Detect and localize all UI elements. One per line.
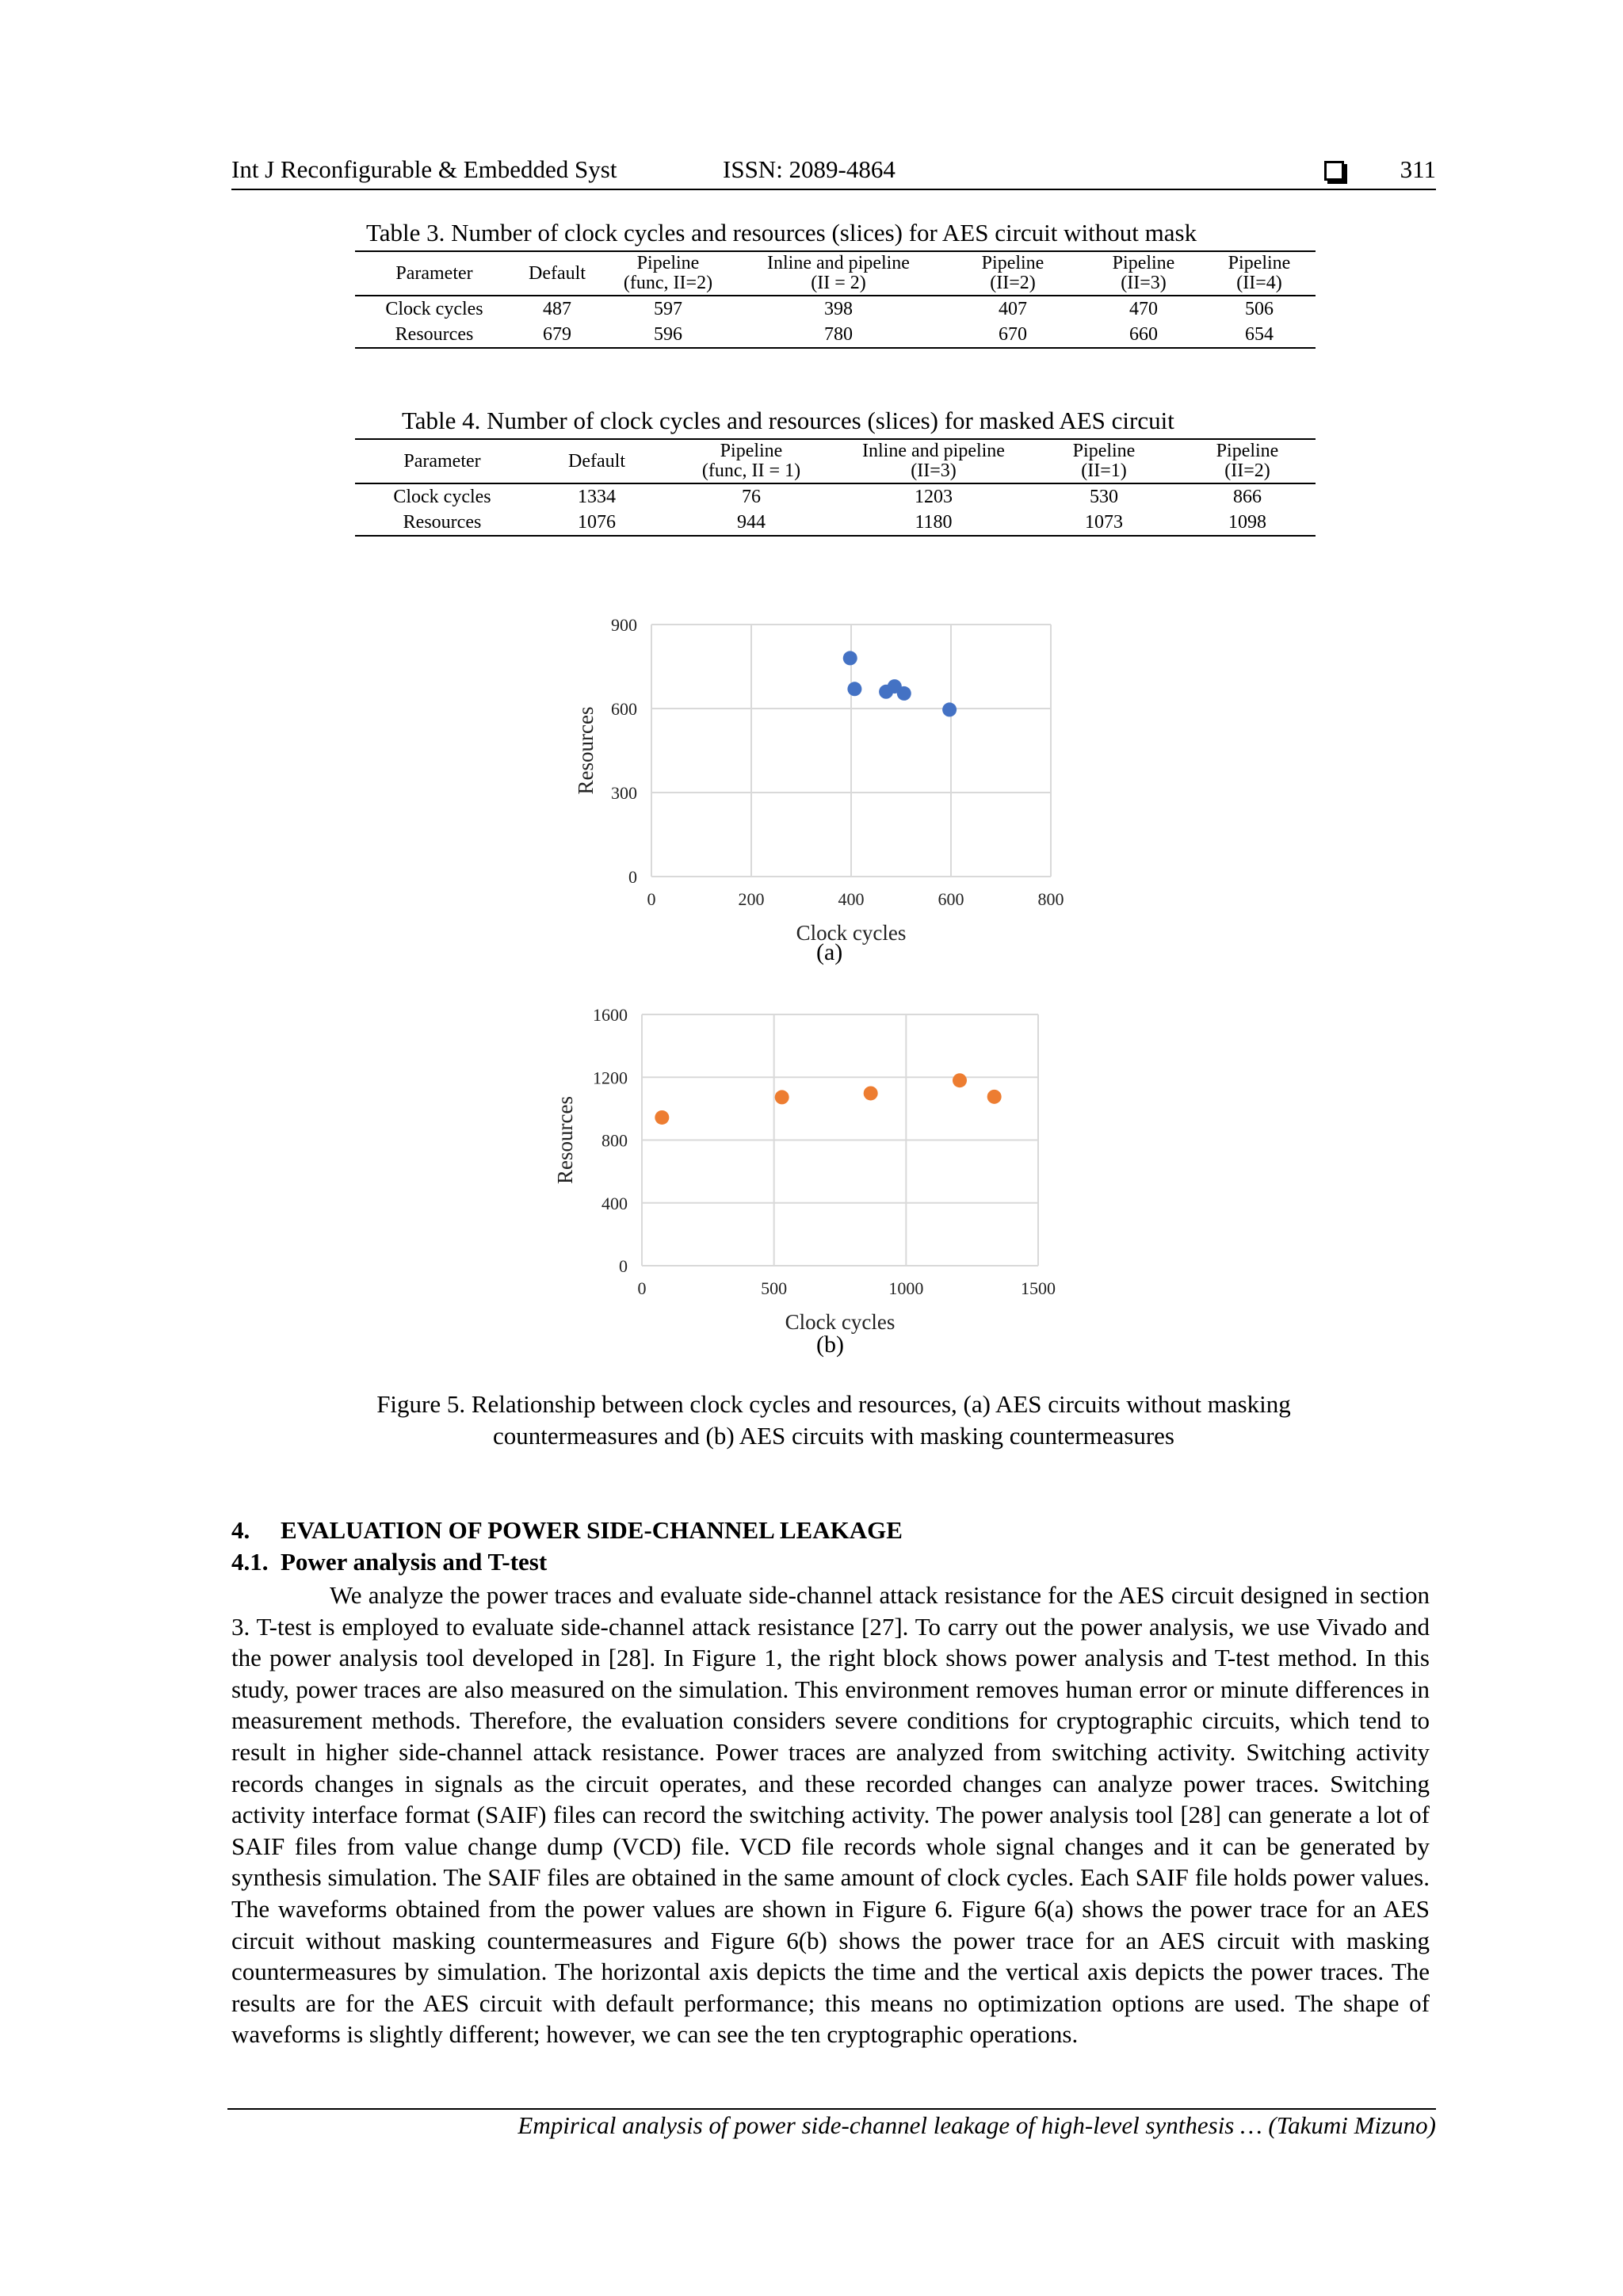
table-row (355, 483, 1316, 510)
table-cell: 76 (742, 486, 761, 507)
table4-header-row (355, 439, 1316, 483)
data-point (775, 1090, 789, 1104)
table3 (355, 250, 1316, 349)
running-footer: Empirical analysis of power side-channel leakage of high-level synthesis … (Takumi Mizuno) (517, 2111, 1436, 2139)
table-cell: 487 (543, 298, 571, 319)
table4-header: Pipeline (func, II = 1) (701, 441, 801, 482)
table3-header: Inline and pipeline (II = 2) (767, 253, 910, 294)
table-row (355, 322, 1316, 348)
y-tick-label: 1200 (593, 1068, 628, 1088)
panel-label-b: (b) (816, 1331, 844, 1358)
header-rule (231, 189, 1436, 190)
table-cell: 1334 (578, 486, 616, 507)
table-cell: 597 (654, 298, 682, 319)
table-cell: 654 (1245, 323, 1274, 345)
table-cell: Resources (395, 323, 474, 345)
data-point (847, 682, 861, 696)
table-cell: 944 (737, 511, 766, 533)
table3-header: Pipeline (func, II=2) (623, 253, 713, 294)
x-tick-label: 0 (647, 889, 656, 909)
journal-name: Int J Reconfigurable & Embedded Syst (231, 155, 617, 183)
table3-header-row (355, 251, 1316, 296)
table4-header: Inline and pipeline (II=3) (862, 441, 1005, 482)
table-cell: 1076 (578, 511, 616, 533)
table-cell: 407 (999, 298, 1027, 319)
y-tick-label: 900 (611, 615, 637, 635)
x-tick-label: 400 (838, 889, 865, 909)
x-tick-label: 1500 (1021, 1278, 1056, 1298)
y-tick-label: 1600 (593, 1005, 628, 1025)
data-point (879, 685, 893, 699)
table-cell: 470 (1129, 298, 1158, 319)
table-cell: Clock cycles (393, 486, 491, 507)
table-cell: 679 (543, 323, 571, 345)
table4-header: Parameter (403, 450, 481, 472)
x-tick-label: 1000 (888, 1278, 924, 1298)
figure-caption-line: countermeasures and (b) AES circuits with masking countermeasures (492, 1422, 1174, 1450)
table3-caption: Table 3. Number of clock cycles and resources (slices) for AES circuit without mask (366, 219, 1197, 246)
y-tick-label: 600 (611, 699, 637, 719)
issn: ISSN: 2089-4864 (723, 155, 896, 183)
table3-header: Pipeline (II=2) (981, 253, 1044, 294)
table-cell: 506 (1245, 298, 1274, 319)
section-heading: 4. EVALUATION OF POWER SIDE-CHANNEL LEAKAGE (231, 1516, 903, 1544)
table-cell: 866 (1233, 486, 1262, 507)
x-axis-label: Clock cycles (785, 1310, 896, 1334)
data-point (843, 651, 857, 665)
y-tick-label: 0 (628, 867, 637, 887)
y-tick-label: 0 (619, 1256, 628, 1276)
table-cell: 398 (824, 298, 853, 319)
data-point (942, 702, 957, 716)
table3-header: Pipeline (II=4) (1228, 253, 1291, 294)
x-axis-label: Clock cycles (796, 921, 907, 945)
y-tick-label: 400 (601, 1193, 628, 1213)
data-point (897, 686, 911, 701)
table4-header: Pipeline (II=1) (1072, 441, 1136, 482)
data-point (655, 1110, 669, 1125)
page-number: 311 (1400, 155, 1436, 183)
table3-header: Default (529, 262, 586, 284)
x-tick-label: 200 (738, 889, 765, 909)
table-cell: 780 (824, 323, 853, 345)
table-cell: 1180 (915, 511, 953, 533)
table3-header: Parameter (395, 262, 473, 284)
table-cell: 1073 (1085, 511, 1123, 533)
y-axis-label: Resources (553, 1096, 577, 1184)
table4-caption: Table 4. Number of clock cycles and resources (slices) for masked AES circuit (402, 407, 1174, 434)
checkbox-square-icon (1324, 161, 1344, 181)
table3-header: Pipeline (II=3) (1112, 253, 1175, 294)
y-tick-label: 300 (611, 783, 637, 803)
table4-header: Default (568, 450, 625, 472)
data-point (953, 1073, 967, 1087)
table-row (355, 296, 1316, 322)
table-row (355, 510, 1316, 536)
table4-header: Pipeline (II=2) (1216, 441, 1279, 482)
y-axis-label: Resources (574, 706, 598, 795)
figure-caption-line: Figure 5. Relationship between clock cycles and resources, (a) AES circuits without masking (376, 1390, 1291, 1418)
table-cell: Resources (403, 511, 482, 533)
scatter-chart-b (547, 987, 1086, 1335)
table-cell: 530 (1090, 486, 1118, 507)
x-tick-label: 600 (938, 889, 964, 909)
table4 (355, 438, 1316, 537)
data-point (987, 1090, 1002, 1104)
footer-rule (227, 2108, 1436, 2110)
subsection-heading: 4.1. Power analysis and T-test (231, 1548, 548, 1576)
table-cell: 596 (654, 323, 682, 345)
x-tick-label: 500 (761, 1278, 788, 1298)
table-cell: Clock cycles (385, 298, 483, 319)
scatter-chart-a (555, 594, 1094, 943)
running-header (231, 155, 1436, 190)
table-cell: 660 (1129, 323, 1158, 345)
table-cell: 670 (999, 323, 1027, 345)
body-paragraph: We analyze the power traces and evaluate side-channel attack resistance for the AES circuit designed in section 3. T-test is employed to evaluate side-channel attack resistance [27]. To carry out the power analysis, we use Vivado and the power analysis tool developed in [28]. In Figure 1, the right block shows power analysis and T-test method. In this study, power traces are also measured on the simulation. This environment removes human error or minute differences in measurement methods. Therefore, the evaluation considers severe conditions for cryptographic circuits, which tend to result in higher side-channel attack resistance. Power traces are analyzed from switching activity. Switching activity records changes in signals as the circuit operates, and these recorded changes can analyze power traces. Switching activity interface format (SAIF) files can record the switching activity. The power analysis tool [28] can generate a lot of SAIF files from value change dump (VCD) file. VCD file records whole signal changes and it can be generated by synthesis simulation. The SAIF files are obtained in the same amount of clock cycles. Each SAIF file holds power values. The waveforms obtained from the power values are shown in Figure 6. Figure 6(a) shows the power trace for an AES circuit without masking countermeasures and Figure 6(b) shows the power trace for an AES circuit with masking countermeasures by simulation. The horizontal axis depicts the time and the vertical axis depicts the power traces. The results are for the AES circuit with default performance; this means no optimization options are used. The shape of waveforms is slightly different; however, we can see the ten cryptographic operations. (231, 1581, 1430, 2049)
x-tick-label: 800 (1037, 889, 1064, 909)
panel-label-a: (a) (816, 939, 843, 965)
figure-caption (231, 1389, 1436, 1452)
table-cell: 1098 (1228, 511, 1266, 533)
x-tick-label: 0 (637, 1278, 647, 1298)
y-tick-label: 800 (601, 1130, 628, 1151)
data-point (864, 1086, 878, 1100)
table-cell: 1203 (915, 486, 953, 507)
